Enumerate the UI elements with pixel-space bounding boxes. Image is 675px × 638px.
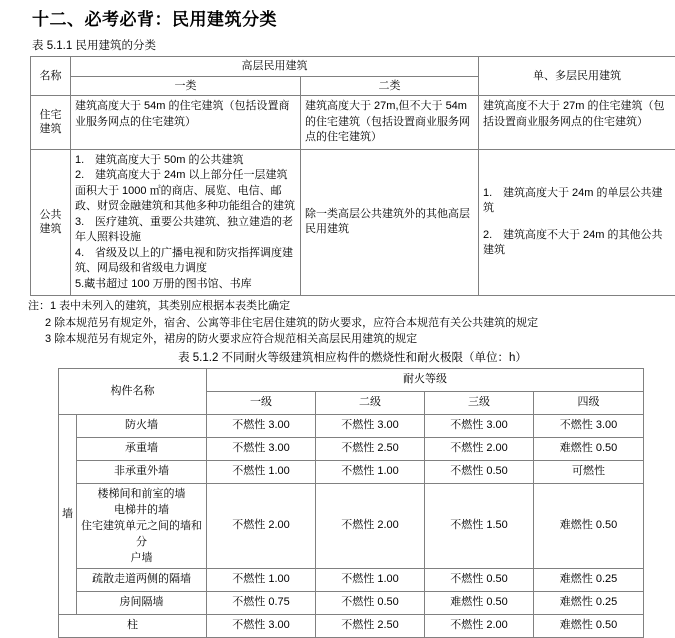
public-class1-item-text: 藏书超过 100 万册的图书馆、书库 <box>84 278 251 290</box>
table2-cell: 不燃性 3.00 <box>534 414 644 437</box>
component-line-2: 电梯井的墙 <box>114 504 169 516</box>
table1-public-class2: 除一类高层公共建筑外的其他高层民用建筑 <box>301 149 479 296</box>
table1-header-lowrise: 单、多层民用建筑 <box>479 57 675 96</box>
document-page <box>0 9 675 590</box>
table2-header-component: 构件名称 <box>59 368 207 414</box>
table2-component-name: 疏散走道两侧的隔墙 <box>77 568 207 591</box>
building-classification-table <box>30 56 675 296</box>
component-line-4: 户墙 <box>131 552 153 564</box>
table2-header-level-4: 四级 <box>534 391 644 414</box>
table2-cell: 难燃性 0.50 <box>534 614 644 637</box>
table2-cell: 不燃性 0.75 <box>207 591 316 614</box>
table2-component-name: 非承重外墙 <box>77 460 207 483</box>
table2-header-rating-group: 耐火等级 <box>207 368 644 391</box>
table2-cell: 难燃性 0.50 <box>534 483 644 568</box>
table1-caption: 表 5.1.1 民用建筑的分类 <box>32 39 675 53</box>
table1-row-residential-name <box>31 96 71 150</box>
table2-cell: 不燃性 0.50 <box>425 568 534 591</box>
table2-component-name: 承重墙 <box>77 437 207 460</box>
table2-row <box>59 460 644 483</box>
table2-header-level-2: 二级 <box>316 391 425 414</box>
table2-cell: 不燃性 3.00 <box>207 414 316 437</box>
note-line-1 <box>28 298 675 315</box>
table2-cell: 不燃性 1.00 <box>316 460 425 483</box>
table2-row <box>59 568 644 591</box>
table2-component-name <box>77 483 207 568</box>
table2-cell: 不燃性 3.00 <box>316 414 425 437</box>
public-lowrise-item-number: 1. <box>483 186 503 202</box>
table2-row <box>59 591 644 614</box>
table2-component-name: 防火墙 <box>77 414 207 437</box>
note-line-2 <box>28 315 675 332</box>
table1-row-residential <box>31 96 675 150</box>
public-class1-list <box>75 153 297 293</box>
table2-cell: 不燃性 2.00 <box>316 483 425 568</box>
table2-header-level-3: 三级 <box>425 391 534 414</box>
public-class1-item-text: 建筑高度大于 50m 的公共建筑 <box>95 154 244 166</box>
list-spacer <box>483 217 672 228</box>
table2-group-label-wall: 墙 <box>59 414 77 614</box>
table2-component-name: 柱 <box>59 614 207 637</box>
table2-cell: 难燃性 0.25 <box>534 568 644 591</box>
table1-public-class1 <box>71 149 301 296</box>
public-name-line1: 公共 <box>40 209 62 221</box>
table2-cell: 不燃性 2.50 <box>316 614 425 637</box>
page-title: 十二、必考必背：民用建筑分类 <box>32 9 675 31</box>
note-3-text: 3 除本规范另有规定外，裙房的防火要求应符合规范相关高层民用建筑的规定 <box>45 333 417 345</box>
public-lowrise-item-number: 2. <box>483 228 503 244</box>
table1-residential-class1: 建筑高度大于 54m 的住宅建筑（包括设置商业服务网点的住宅建筑） <box>71 96 301 150</box>
table2-cell: 难燃性 0.50 <box>534 437 644 460</box>
table1-notes <box>28 298 675 348</box>
table2-component-name: 房间隔墙 <box>77 591 207 614</box>
table1-header-name: 名称 <box>31 57 71 96</box>
public-class1-item <box>75 277 297 293</box>
component-line-1: 楼梯间和前室的墙 <box>98 488 186 500</box>
public-class1-item-number: 4. <box>75 246 95 262</box>
table1-residential-lowrise: 建筑高度不大于 27m 的住宅建筑（包括设置商业服务网点的住宅建筑） <box>479 96 675 150</box>
table2-cell: 不燃性 3.00 <box>207 614 316 637</box>
note-1-text: 1 表中未列入的建筑，其类别应根据本表类比确定 <box>50 300 290 312</box>
table2-cell: 不燃性 1.00 <box>207 460 316 483</box>
table1-header-row-1 <box>31 57 675 77</box>
table1-row-public <box>31 149 675 296</box>
table2-cell: 可燃性 <box>534 460 644 483</box>
note-2-text: 2 除本规范另有规定外，宿舍、公寓等非住宅居住建筑的防火要求，应符合本规范有关公共建筑的规定 <box>45 317 538 329</box>
table2-cell: 不燃性 1.50 <box>425 483 534 568</box>
residential-name-line1: 住宅 <box>40 109 62 121</box>
table2-cell: 不燃性 3.00 <box>207 437 316 460</box>
table1-row-public-name <box>31 149 71 296</box>
public-class1-item-number: 3. <box>75 215 95 231</box>
public-class1-item-text: 建筑高度大于 24m 以上部分任一层建筑面积大于 1000 ㎡的商店、展览、电信、邮政、财贸金融建筑和其他多种功能组合的建筑 <box>75 169 295 212</box>
table1-header-class2: 二类 <box>301 76 479 96</box>
table2-row <box>59 483 644 568</box>
residential-name-line2: 建筑 <box>40 123 62 135</box>
table2-cell: 不燃性 2.50 <box>316 437 425 460</box>
component-line-3: 住宅建筑单元之间的墙和分 <box>81 520 202 548</box>
table2-cell: 不燃性 2.00 <box>207 483 316 568</box>
table2-cell: 不燃性 2.00 <box>425 437 534 460</box>
public-class1-item-number: 1. <box>75 153 95 169</box>
table1-header-class1: 一类 <box>71 76 301 96</box>
note-line-3 <box>28 331 675 348</box>
public-class1-item-text: 医疗建筑、重要公共建筑、独立建造的老年人照料设施 <box>75 216 293 244</box>
table2-cell: 难燃性 0.50 <box>425 591 534 614</box>
table2-header-level-1: 一级 <box>207 391 316 414</box>
public-lowrise-item-text: 建筑高度大于 24m 的单层公共建筑 <box>483 187 663 215</box>
table2-cell: 不燃性 1.00 <box>207 568 316 591</box>
table2-cell: 不燃性 0.50 <box>425 460 534 483</box>
table2-row <box>59 437 644 460</box>
table2-caption: 表 5.1.2 不同耐火等级建筑相应构件的燃烧性和耐火极限（单位：h） <box>0 351 675 366</box>
table2-cell: 不燃性 1.00 <box>316 568 425 591</box>
table2-header-row-1 <box>59 368 644 391</box>
notes-label: 注： <box>28 300 50 312</box>
table1-header-highrise-group: 高层民用建筑 <box>71 57 479 77</box>
public-lowrise-list <box>483 186 672 259</box>
public-name-line2: 建筑 <box>40 223 62 235</box>
public-class1-item <box>75 168 297 215</box>
table1-public-lowrise <box>479 149 675 296</box>
table2-cell: 难燃性 0.25 <box>534 591 644 614</box>
public-lowrise-item <box>483 228 672 259</box>
public-lowrise-item-text: 建筑高度不大于 24m 的其他公共建筑 <box>483 229 663 257</box>
table2-cell: 不燃性 0.50 <box>316 591 425 614</box>
table2-cell: 不燃性 2.00 <box>425 614 534 637</box>
public-class1-item-number: 5. <box>75 277 84 293</box>
public-class1-item-text: 省级及以上的广播电视和防灾指挥调度建筑、网局级和省级电力调度 <box>75 247 293 275</box>
table2-cell: 不燃性 3.00 <box>425 414 534 437</box>
public-class1-item <box>75 246 297 277</box>
public-class1-item-number: 2. <box>75 168 95 184</box>
public-lowrise-item <box>483 186 672 217</box>
table2-row <box>59 614 644 637</box>
table1-residential-class2: 建筑高度大于 27m,但不大于 54m 的住宅建筑（包括设置商业服务网点的住宅建筑） <box>301 96 479 150</box>
table2-row <box>59 414 644 437</box>
fire-resistance-table <box>58 368 644 638</box>
public-class1-item <box>75 215 297 246</box>
public-class1-item <box>75 153 297 169</box>
